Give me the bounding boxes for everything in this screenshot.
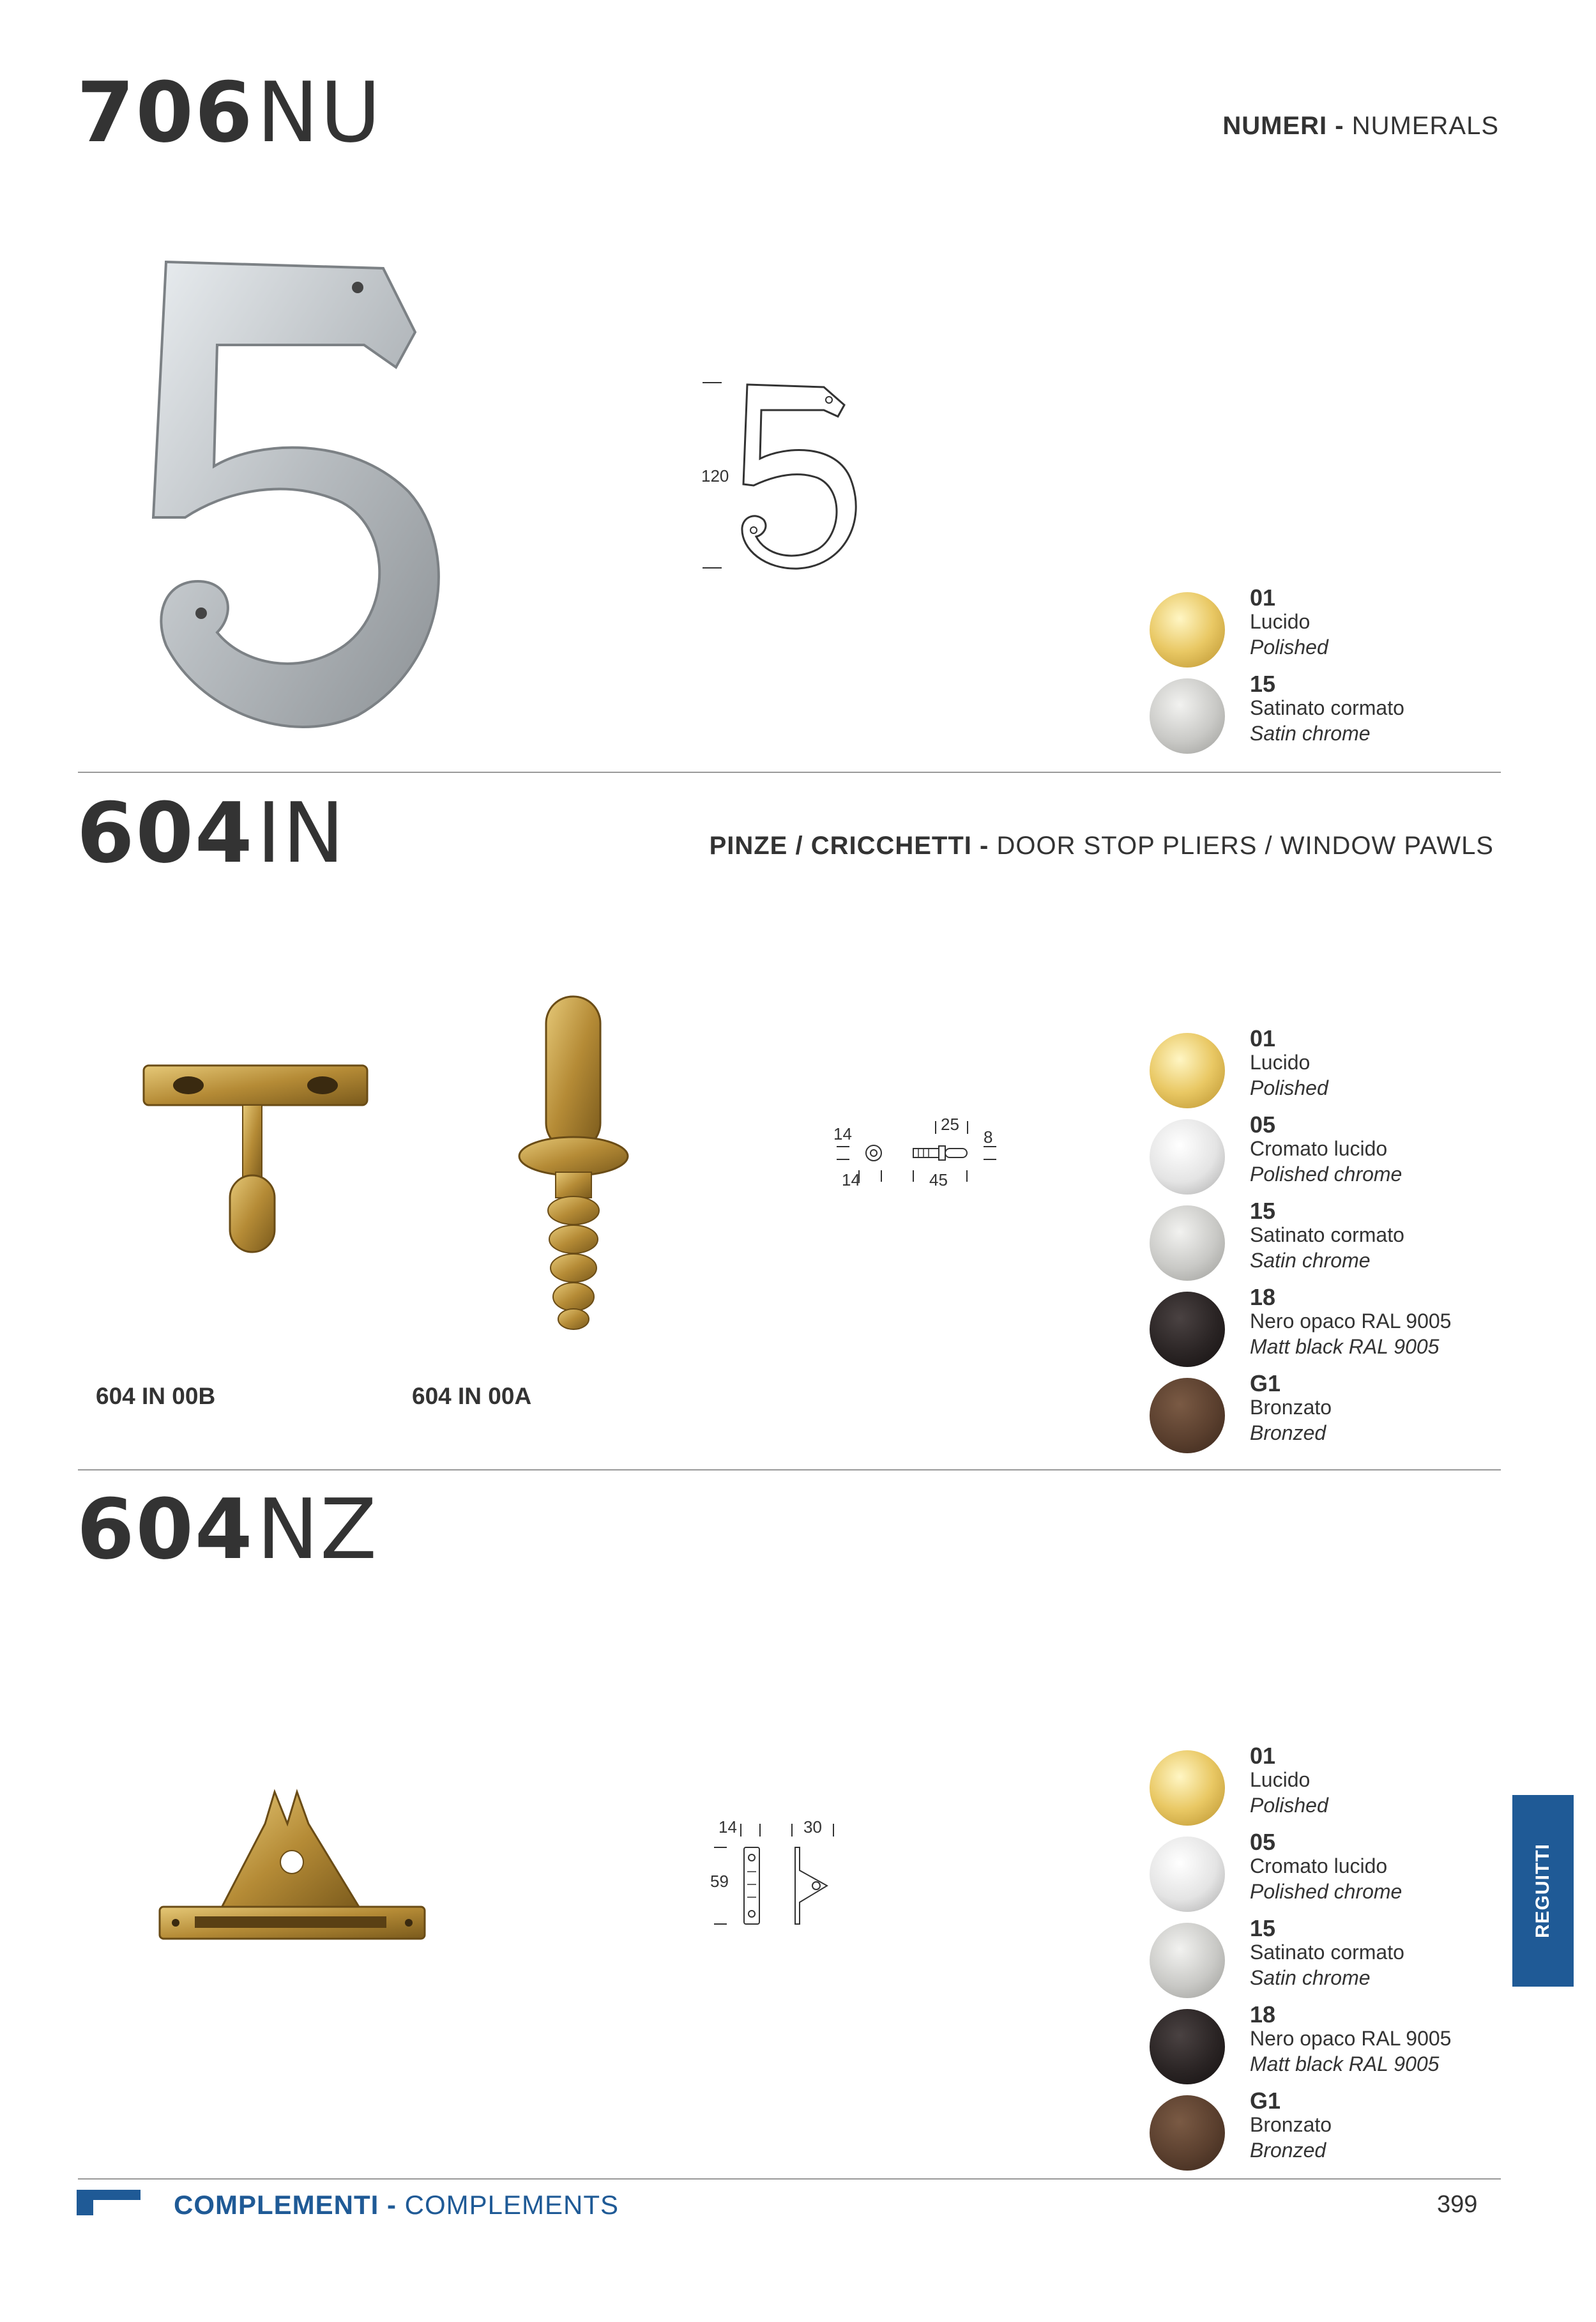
finish-swatch: [1150, 1205, 1225, 1281]
category-en: NUMERALS: [1351, 112, 1499, 140]
dim-value: 45: [929, 1170, 948, 1189]
numeral-five-photo: [141, 249, 460, 735]
section-title-706-nu: [77, 64, 382, 161]
finish-swatch: [1150, 1837, 1225, 1912]
category-en: DOOR STOP PLIERS / WINDOW PAWLS: [996, 832, 1494, 860]
side-tab-label: REGUITTI: [1532, 1844, 1553, 1938]
brand-logo: [77, 2190, 141, 2215]
finish-name-en: Polished chrome: [1250, 1880, 1402, 1903]
finish-code: 05: [1250, 1111, 1276, 1138]
category-pliers-pawls: [710, 832, 1494, 860]
finish-swatch: [1150, 1119, 1225, 1195]
footer-divider: [78, 2178, 1501, 2180]
finish-row: [1150, 1370, 1469, 1455]
finish-swatch: [1150, 678, 1225, 754]
section-title-604-in: [77, 784, 346, 882]
finish-name-en: Matt black RAL 9005: [1250, 2052, 1440, 2075]
finish-row: [1150, 1025, 1469, 1110]
finish-swatch: [1150, 592, 1225, 668]
dim-value: 14: [842, 1170, 860, 1189]
finish-code: 15: [1250, 1915, 1276, 1941]
variant-label: 604 IN 00B: [96, 1383, 216, 1409]
finish-swatch: [1150, 1033, 1225, 1108]
finish-row: [1150, 1284, 1469, 1368]
finish-code: 01: [1250, 584, 1276, 611]
finish-swatch: [1150, 1923, 1225, 1998]
finish-name-it: Cromato lucido: [1250, 1137, 1388, 1160]
dim-value: 14: [833, 1124, 852, 1143]
pliers-technical-drawing: [830, 1111, 1009, 1195]
finish-name-it: Lucido: [1250, 1051, 1311, 1074]
finish-code: 15: [1250, 1198, 1276, 1224]
finish-row: [1150, 584, 1469, 669]
finish-code: 01: [1250, 1743, 1276, 1769]
finish-name-en: Bronzed: [1250, 2139, 1326, 2162]
variant-label: 604 IN 00A: [412, 1383, 532, 1409]
product-suffix: IN: [256, 784, 346, 882]
finish-code: 05: [1250, 1829, 1276, 1855]
finish-name-it: Lucido: [1250, 610, 1311, 633]
finish-swatch: [1150, 2095, 1225, 2171]
finish-name-en: Satin chrome: [1250, 1249, 1371, 1272]
finish-code: 15: [1250, 671, 1276, 697]
finish-code: G1: [1250, 1370, 1281, 1396]
window-pawl-00a-photo: [517, 990, 632, 1335]
finish-swatch: [1150, 2009, 1225, 2084]
finish-row: [1150, 671, 1469, 755]
dim-value: 8: [984, 1127, 993, 1147]
finish-name-en: Satin chrome: [1250, 722, 1371, 745]
finish-row: [1150, 1829, 1469, 1913]
finish-name-en: Polished: [1250, 636, 1328, 659]
category-it: NUMERI -: [1222, 112, 1344, 140]
finish-name-en: Satin chrome: [1250, 1966, 1371, 1989]
window-pawl-technical-drawing: [709, 1821, 856, 1936]
dim-value: 14: [718, 1817, 737, 1837]
finish-name-it: Satinato cormato: [1250, 1941, 1404, 1964]
finish-name-it: Nero opaco RAL 9005: [1250, 1310, 1452, 1333]
dim-tick-top: [703, 382, 722, 383]
finish-code: 18: [1250, 2001, 1276, 2028]
finish-name-en: Polished: [1250, 1794, 1328, 1817]
finish-name-it: Satinato cormato: [1250, 696, 1404, 719]
finish-name-en: Matt black RAL 9005: [1250, 1335, 1440, 1358]
dim-height: 120: [701, 466, 729, 485]
finish-row: [1150, 2088, 1469, 2172]
section-divider: [78, 1469, 1501, 1470]
finish-name-it: Cromato lucido: [1250, 1854, 1388, 1877]
finish-row: [1150, 1915, 1469, 1999]
finish-name-it: Bronzato: [1250, 2113, 1332, 2136]
product-code: 604: [77, 1481, 254, 1578]
dim-value: 59: [710, 1872, 729, 1891]
dim-value: 30: [803, 1817, 822, 1837]
dim-value: 25: [941, 1115, 959, 1134]
finish-name-en: Bronzed: [1250, 1421, 1326, 1444]
finish-name-en: Polished chrome: [1250, 1163, 1402, 1186]
product-suffix: NU: [256, 64, 383, 161]
dim-tick-bottom: [703, 567, 722, 569]
finish-row: [1150, 1743, 1469, 1827]
product-code: 706: [77, 64, 254, 161]
finish-name-it: Bronzato: [1250, 1396, 1332, 1419]
section-title-604-nz: [77, 1481, 378, 1578]
footer-label-en: COMPLEMENTS: [404, 2190, 619, 2220]
finish-swatch: [1150, 1292, 1225, 1367]
section-divider: [78, 772, 1501, 773]
footer-label-it: COMPLEMENTI -: [174, 2190, 397, 2220]
category-numerals: [1222, 112, 1499, 141]
finish-name-en: Polished: [1250, 1076, 1328, 1099]
finish-swatch: [1150, 1378, 1225, 1453]
finish-row: [1150, 2001, 1469, 2086]
finish-row: [1150, 1198, 1469, 1282]
footer-section-label: [174, 2190, 619, 2220]
window-pawl-nz-photo: [156, 1785, 428, 1952]
finish-name-it: Lucido: [1250, 1768, 1311, 1791]
finish-row: [1150, 1111, 1469, 1196]
product-suffix: NZ: [256, 1481, 379, 1578]
finish-code: 01: [1250, 1025, 1276, 1051]
finish-name-it: Satinato cormato: [1250, 1223, 1404, 1246]
finish-swatch: [1150, 1750, 1225, 1826]
finish-code: 18: [1250, 1284, 1276, 1310]
door-stop-plier-00b-photo: [141, 1054, 377, 1258]
category-it: PINZE / CRICCHETTI -: [709, 832, 989, 860]
product-code: 604: [77, 784, 254, 882]
finish-code: G1: [1250, 2088, 1281, 2114]
side-tab-reguitti[interactable]: [1512, 1795, 1574, 1987]
numeral-five-drawing: [734, 377, 869, 575]
page-number: 399: [1437, 2191, 1478, 2218]
finish-name-it: Nero opaco RAL 9005: [1250, 2027, 1452, 2050]
